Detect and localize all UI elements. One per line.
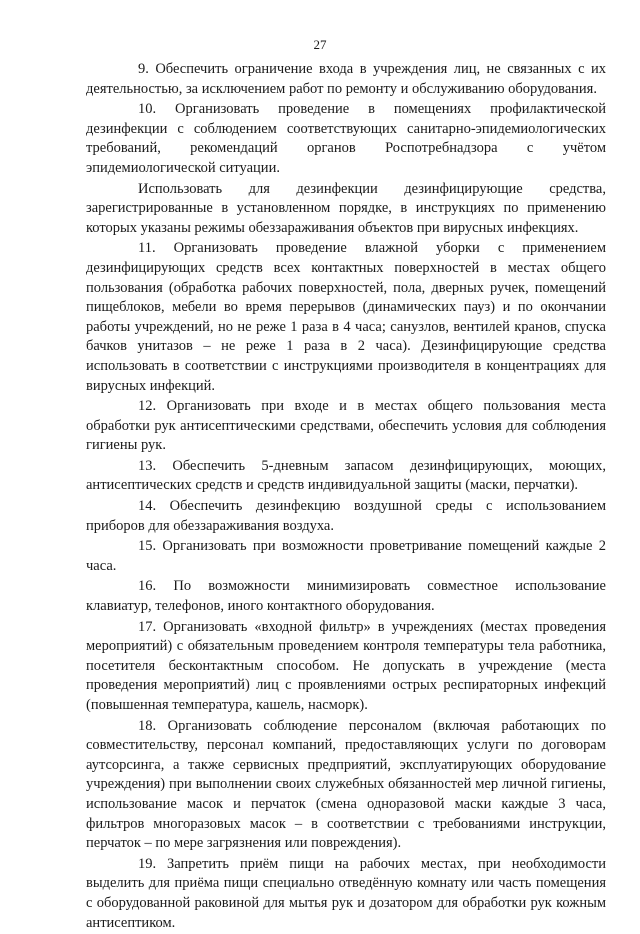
paragraph-item-16: 16. По возможности минимизировать совместное использование клавиатур, телефонов, иного контактного оборудования. [86, 578, 606, 615]
paragraph-item-12: 12. Организовать при входе и в местах общего пользования места обработки рук антисептическими средствами, обеспечить условия для соблюдения гигиены рук. [86, 398, 606, 454]
paragraph-item-18: 18. Организовать соблюдение персоналом (включая работающих по совместительству, персонал компаний, предоставляющих услуги по договорам аутсорсинга, а также сервисных предприятий, эксплуатирующих оборудование учреждения) при выполнении своих служебных обязанностей мер личной гигиены, использование масок и перчаток (смена одноразовой маски каждые 3 часа, фильтров многоразовых масок – в соответствии с требованиями инструкции, перчаток – по мере загрязнения или повреждения). [86, 717, 606, 852]
paragraph-item-10: 10. Организовать проведение в помещениях профилактической дезинфекции с соблюдением соответствующих санитарно-эпидемиологических требований, рекомендаций органов Роспотребнадзора с учётом эпидемиологической ситуации. [86, 101, 606, 176]
paragraph-disinfectant-usage: Использовать для дезинфекции дезинфицирующие средства, зарегистрированные в установленном порядке, в инструкциях по применению которых указаны режимы обеззараживания объектов при вирусных инфекциях. [86, 180, 606, 236]
paragraph-item-13: 13. Обеспечить 5-дневным запасом дезинфицирующих, моющих, антисептических средств и средств индивидуальной защиты (маски, перчатки). [86, 457, 606, 494]
paragraph-item-15: 15. Организовать при возможности проветривание помещений каждые 2 часа. [86, 538, 606, 574]
paragraph-item-14: 14. Обеспечить дезинфекцию воздушной среды с использованием приборов для обеззараживания воздуха. [86, 498, 606, 534]
document-body [86, 60, 606, 934]
paragraph-item-17: 17. Организовать «входной фильтр» в учреждениях (местах проведения мероприятий) с обязательным проведением контроля температуры тела работника, посетителя бесконтактным способом. Не допускать в учреждение (места проведения мероприятий) лиц с проявлениями острых респираторных инфекций (повышенная температура, кашель, насморк). [86, 618, 606, 713]
paragraph-item-9: 9. Обеспечить ограничение входа в учреждения лиц, не связанных с их деятельностью, за исключением работ по ремонту и обслуживанию оборудования. [86, 61, 606, 97]
paragraph-item-11: 11. Организовать проведение влажной уборки с применением дезинфицирующих средств всех контактных поверхностей в местах общего пользования (обработка рабочих поверхностей, пола, дверных ручек, помещений пищеблоков, мебели во время перерывов (динамических пауз) и по окончании работы учреждений, но не реже 1 раза в 4 часа; санузлов, вентилей кранов, спуска бачков унитазов – не реже 1 раза в 2 часа). Дезинфицирующие средства использовать в соответствии с инструкциями производителя в концентрациях для вирусных инфекций. [86, 240, 606, 394]
paragraph-item-19: 19. Запретить приём пищи на рабочих местах, при необходимости выделить для приёма пищи специально отведённую комнату или часть помещения с оборудованной раковиной для мытья рук и дозатором для обработки рук кожным антисептиком. [86, 855, 606, 931]
page-number: 27 [313, 37, 327, 52]
